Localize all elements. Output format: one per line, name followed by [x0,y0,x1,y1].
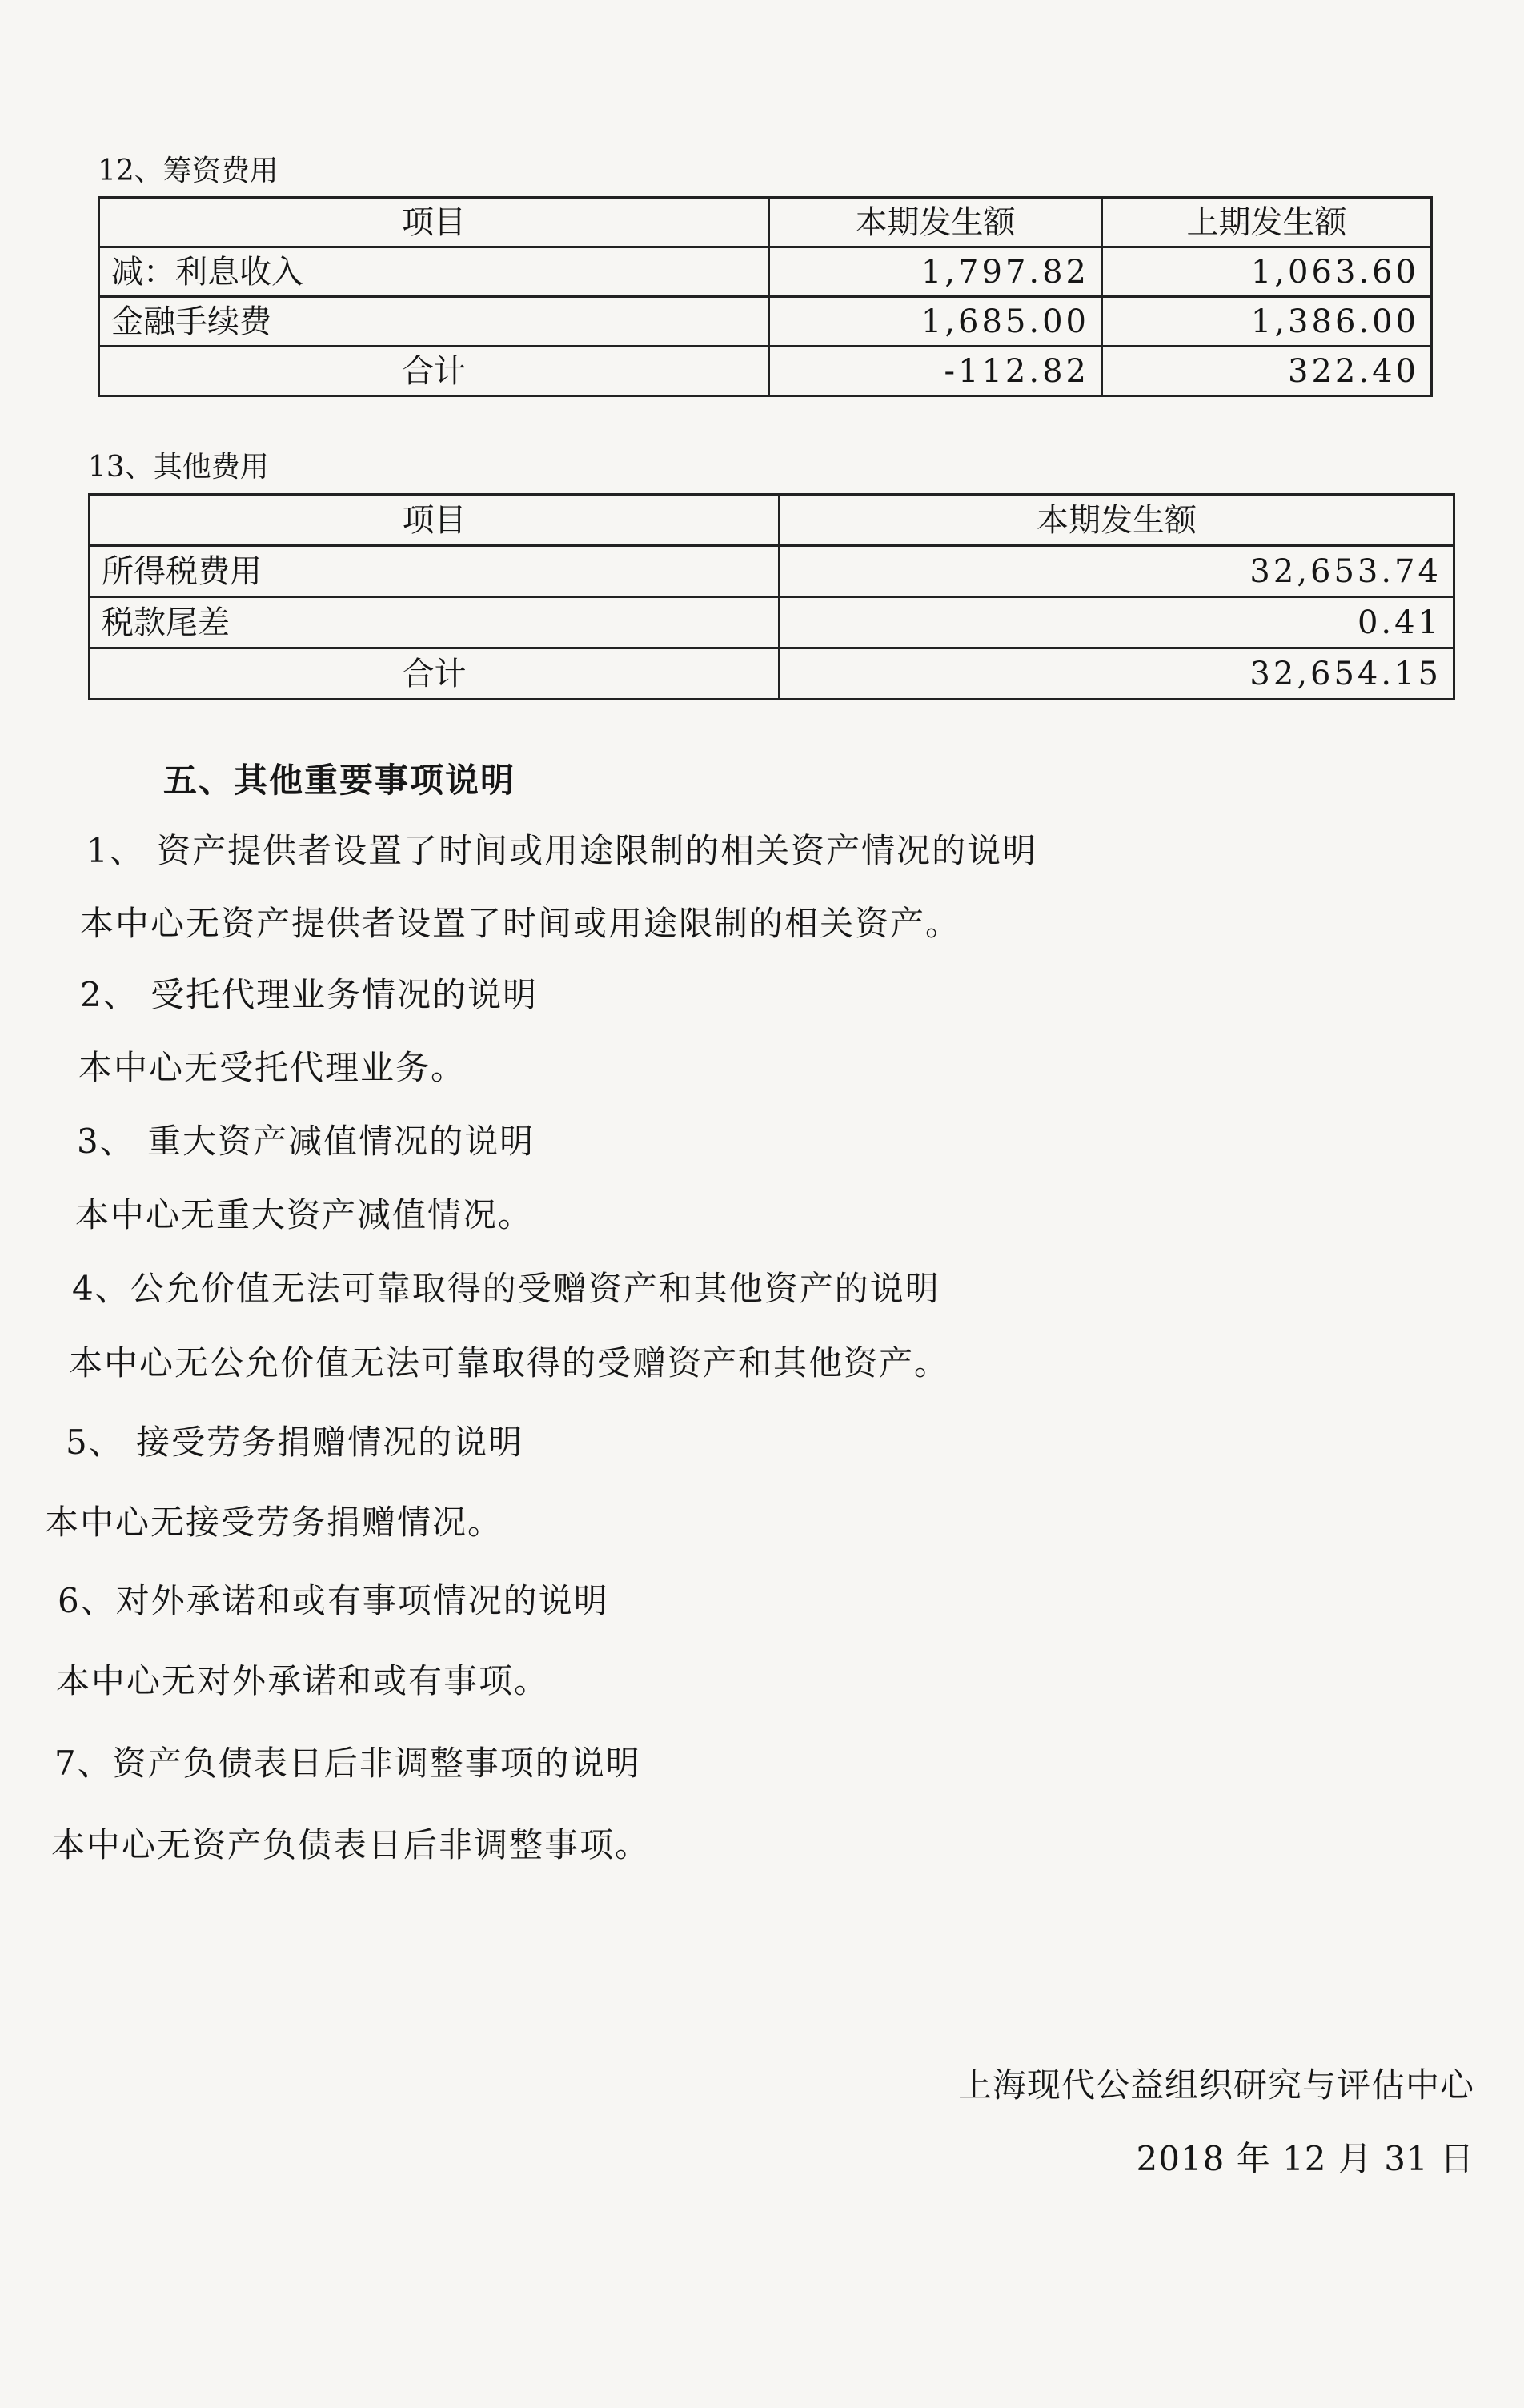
column-header-previous: 上期发生额 [1102,198,1432,247]
table-row [99,297,1432,347]
note-title: 3、 重大资产减值情况的说明 [77,1122,535,1161]
table-row [90,546,1454,597]
table-header-row [90,495,1454,546]
row-previous-amount: 1,063.60 [1102,247,1432,297]
column-header-item: 项目 [90,495,780,546]
note-title: 1、 资产提供者设置了时间或用途限制的相关资产情况的说明 [86,831,1038,870]
note-body: 本中心无接受劳务捐赠情况。 [45,1503,503,1542]
report-date: 2018 年 12 月 31 日 [1136,2139,1474,2178]
note-title: 5、 接受劳务捐赠情况的说明 [66,1423,524,1462]
total-current-amount: 32,654.15 [780,648,1454,700]
total-current-amount: -112.82 [769,347,1102,396]
table-13-title: 13、其他费用 [88,451,269,484]
table-row [99,247,1432,297]
row-current-amount: 32,653.74 [780,546,1454,597]
note-title: 6、对外承诺和或有事项情况的说明 [58,1581,609,1620]
row-previous-amount: 1,386.00 [1102,297,1432,347]
row-current-amount: 0.41 [780,597,1454,648]
note-body: 本中心无受托代理业务。 [78,1048,467,1087]
note-body: 本中心无重大资产减值情况。 [75,1195,534,1234]
other-expense-table [88,493,1455,700]
note-body: 本中心无对外承诺和或有事项。 [56,1661,550,1700]
row-item: 金融手续费 [99,297,769,347]
note-title: 2、 受托代理业务情况的说明 [80,975,539,1014]
row-current-amount: 1,797.82 [769,247,1102,297]
total-previous-amount: 322.40 [1102,347,1432,396]
row-item: 所得税费用 [90,546,780,597]
row-item: 税款尾差 [90,597,780,648]
row-item: 减：利息收入 [99,247,769,297]
financing-expense-table [98,196,1433,397]
table-row [90,597,1454,648]
column-header-item: 项目 [99,198,769,247]
row-current-amount: 1,685.00 [769,297,1102,347]
organization-name: 上海现代公益组织研究与评估中心 [957,2065,1474,2105]
table-total-row [99,347,1432,396]
note-body: 本中心无公允价值无法可靠取得的受赠资产和其他资产。 [69,1343,950,1383]
table-total-row [90,648,1454,700]
table-12-title: 12、筹资费用 [98,155,279,187]
note-title: 7、资产负债表日后非调整事项的说明 [54,1744,641,1783]
column-header-current: 本期发生额 [780,495,1454,546]
table-header-row [99,198,1432,247]
note-title: 4、公允价值无法可靠取得的受赠资产和其他资产的说明 [72,1269,940,1308]
note-body: 本中心无资产提供者设置了时间或用途限制的相关资产。 [80,904,961,943]
column-header-current: 本期发生额 [769,198,1102,247]
total-label: 合计 [99,347,769,396]
total-label: 合计 [90,648,780,700]
note-body: 本中心无资产负债表日后非调整事项。 [51,1825,651,1864]
section-heading: 五、其他重要事项说明 [163,761,516,800]
